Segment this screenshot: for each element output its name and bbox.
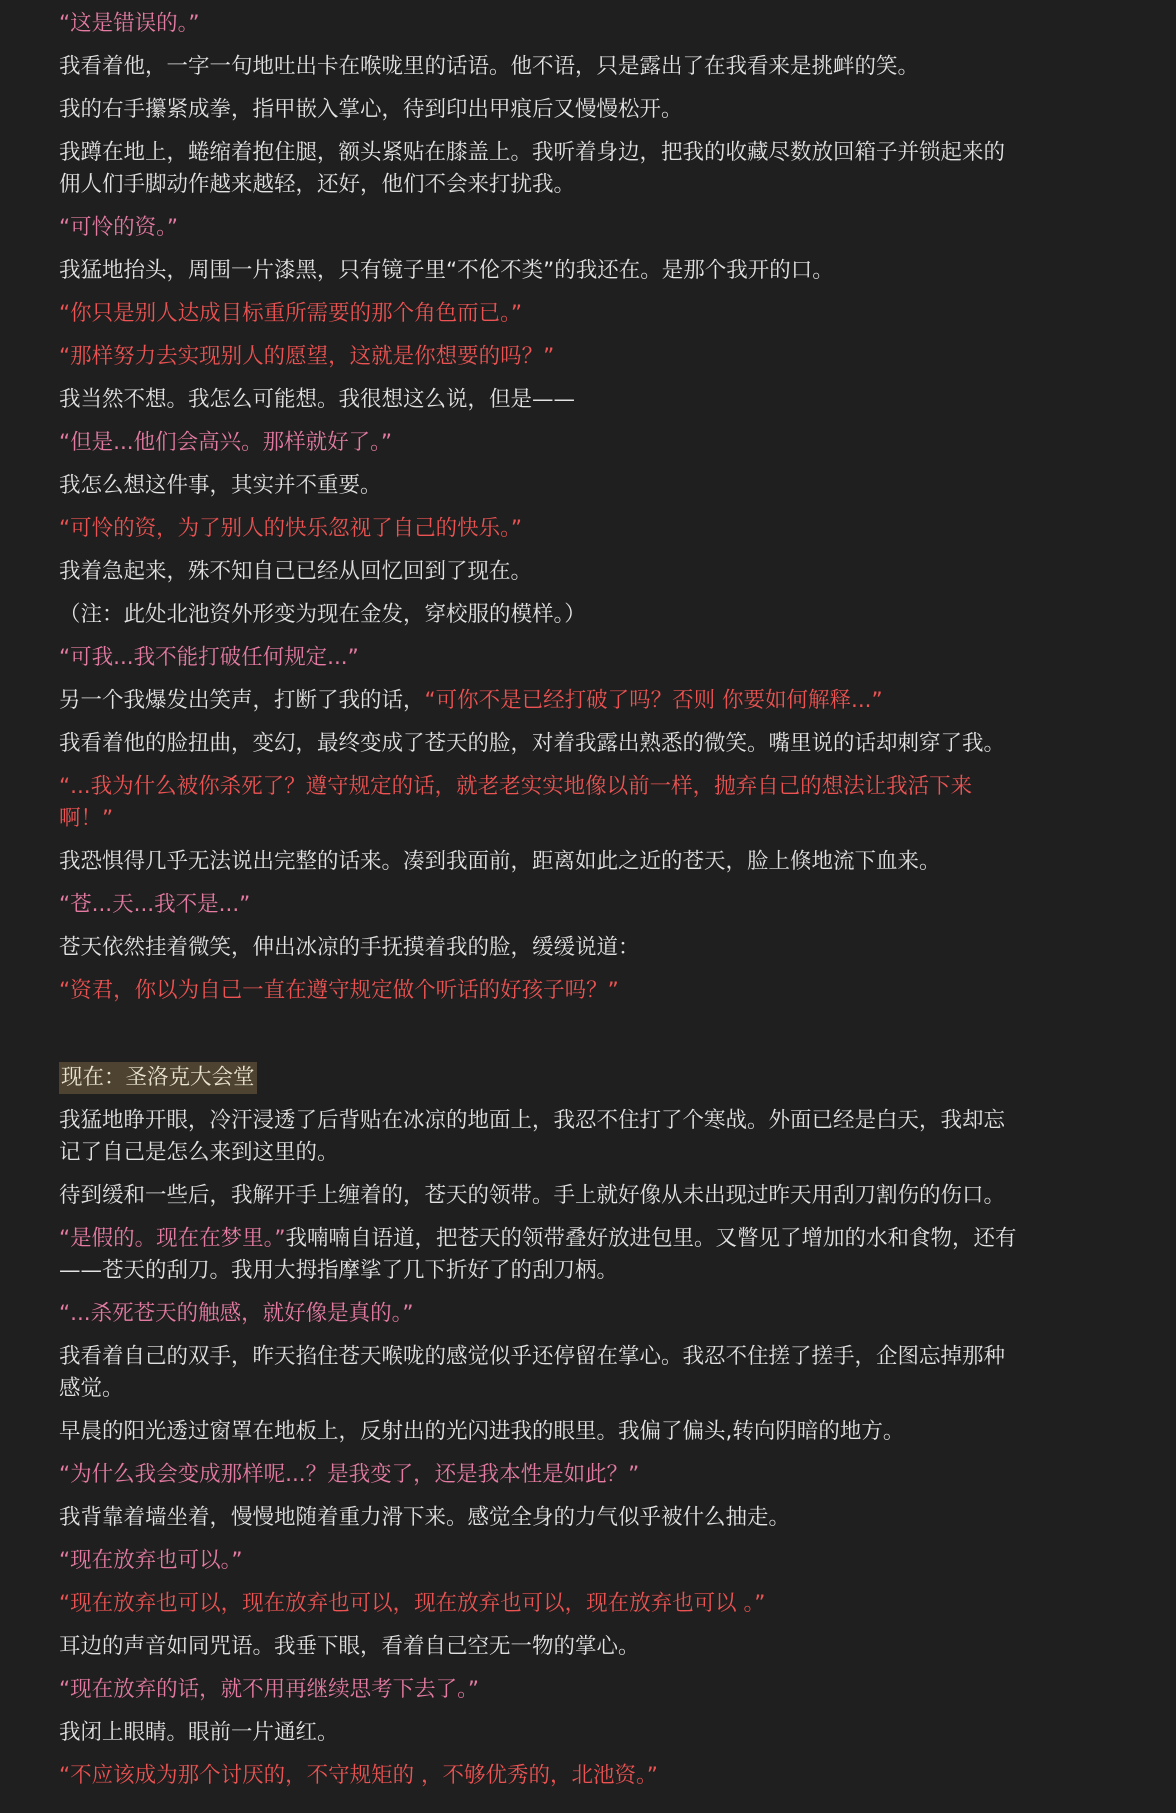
dialogue-line: “现在放弃的话，就不用再继续思考下去了。” xyxy=(59,1677,480,1702)
narration-paragraph: 我着急起来，殊不知自己已经从回忆回到了现在。 xyxy=(59,559,533,584)
narration-paragraph: 我当然不想。我怎么可能想。我很想这么说，但是—— xyxy=(59,387,576,412)
narration-segment: 我喃喃自语道，把苍天的领带叠好放进包里。又瞥见了增加的水和食物，还有——苍天的刮刀。我用大拇指摩挲了几下折好了的刮刀柄。 xyxy=(59,1226,1017,1283)
narration-segment: 另一个我爆发出笑声，打断了我的话， xyxy=(59,688,425,713)
narration-paragraph: 我猛地抬头，周围一片漆黑，只有镜子里“不伦不类”的我还在。是那个我开的口。 xyxy=(59,258,834,283)
dialogue-line: “可我...我不能打破任何规定...” xyxy=(59,645,359,670)
section-heading: 现在：圣洛克大会堂 xyxy=(59,1062,257,1094)
dialogue-line: “资君，你以为自己一直在遵守规定做个听话的好孩子吗？” xyxy=(59,978,619,1003)
dialogue-line: “但是...他们会高兴。那样就好了。” xyxy=(59,430,393,455)
narration-paragraph: 耳边的声音如同咒语。我垂下眼，看着自己空无一物的掌心。 xyxy=(59,1634,640,1659)
narration-paragraph: 我看着他，一字一句地吐出卡在喉咙里的话语。他不语，只是露出了在我看来是挑衅的笑。 xyxy=(59,54,920,79)
dialogue-line: “不应该成为那个讨厌的，不守规矩的 ，不够优秀的，北池资。” xyxy=(59,1763,658,1788)
author-note: （注：此处北池资外形变为现在金发，穿校服的模样。） xyxy=(59,602,586,627)
dialogue-line: “为什么我会变成那样呢...？是我变了，还是我本性是如此？” xyxy=(59,1462,640,1487)
narration-paragraph: 早晨的阳光透过窗罩在地板上，反射出的光闪进我的眼里。我偏了偏头,转向阴暗的地方。 xyxy=(59,1419,905,1444)
dialogue-line: “你只是别人达成目标重所需要的那个角色而已。” xyxy=(59,301,523,326)
story-text xyxy=(59,8,1019,1803)
dialogue-line: “...我为什么被你杀死了？遵守规定的话，就老老实实地像以前一样，抛弃自己的想法让我活下来啊！” xyxy=(59,774,973,831)
narration-paragraph: 我蹲在地上，蜷缩着抱住腿，额头紧贴在膝盖上。我听着身边，把我的收藏尽数放回箱子并锁起来的佣人们手脚动作越来越轻，还好，他们不会来打扰我。 xyxy=(59,140,1006,197)
dialogue-line: “现在放弃也可以，现在放弃也可以，现在放弃也可以，现在放弃也可以 。” xyxy=(59,1591,766,1616)
narration-paragraph: 待到缓和一些后，我解开手上缠着的，苍天的领带。手上就好像从未出现过昨天用刮刀割伤的伤口。 xyxy=(59,1183,1006,1208)
narration-paragraph: 我看着自己的双手，昨天掐住苍天喉咙的感觉似乎还停留在掌心。我忍不住搓了搓手，企图忘掉那种感觉。 xyxy=(59,1344,1006,1401)
mixed-paragraph xyxy=(59,685,1019,717)
section-gap xyxy=(59,1018,1019,1062)
narration-paragraph: 我闭上眼睛。眼前一片通红。 xyxy=(59,1720,339,1745)
dialogue-line: “现在放弃也可以。” xyxy=(59,1548,243,1573)
dialogue-line: “...杀死苍天的触感，就好像是真的。” xyxy=(59,1301,414,1326)
mixed-paragraph xyxy=(59,1223,1019,1287)
dialogue-segment: “是假的。现在在梦里。” xyxy=(59,1226,286,1251)
narration-paragraph: 我背靠着墙坐着，慢慢地随着重力滑下来。感觉全身的力气似乎被什么抽走。 xyxy=(59,1505,791,1530)
narration-paragraph: 苍天依然挂着微笑，伸出冰凉的手抚摸着我的脸，缓缓说道： xyxy=(59,935,640,960)
section-heading-line xyxy=(59,1062,1019,1094)
dialogue-line: “那样努力去实现别人的愿望，这就是你想要的吗？” xyxy=(59,344,555,369)
narration-paragraph: 我的右手攥紧成拳，指甲嵌入掌心，待到印出甲痕后又慢慢松开。 xyxy=(59,97,683,122)
narration-paragraph: 我恐惧得几乎无法说出完整的话来。凑到我面前，距离如此之近的苍天，脸上倏地流下血来。 xyxy=(59,849,941,874)
dialogue-line: “这是错误的。” xyxy=(59,11,200,36)
narration-paragraph: 我猛地睁开眼，冷汗浸透了后背贴在冰凉的地面上，我忍不住打了个寒战。外面已经是白天，我却忘记了自己是怎么来到这里的。 xyxy=(59,1108,1006,1165)
dialogue-line: “可怜的资，为了别人的快乐忽视了自己的快乐。” xyxy=(59,516,523,541)
dialogue-segment: “可你不是已经打破了吗？否则 你要如何解释...” xyxy=(424,688,883,713)
dialogue-line: “可怜的资。” xyxy=(59,215,179,240)
dialogue-line: “苍...天...我不是...” xyxy=(59,892,251,917)
narration-paragraph: 我看着他的脸扭曲，变幻，最终变成了苍天的脸，对着我露出熟悉的微笑。嘴里说的话却刺穿了我。 xyxy=(59,731,1006,756)
narration-paragraph: 我怎么想这件事，其实并不重要。 xyxy=(59,473,382,498)
